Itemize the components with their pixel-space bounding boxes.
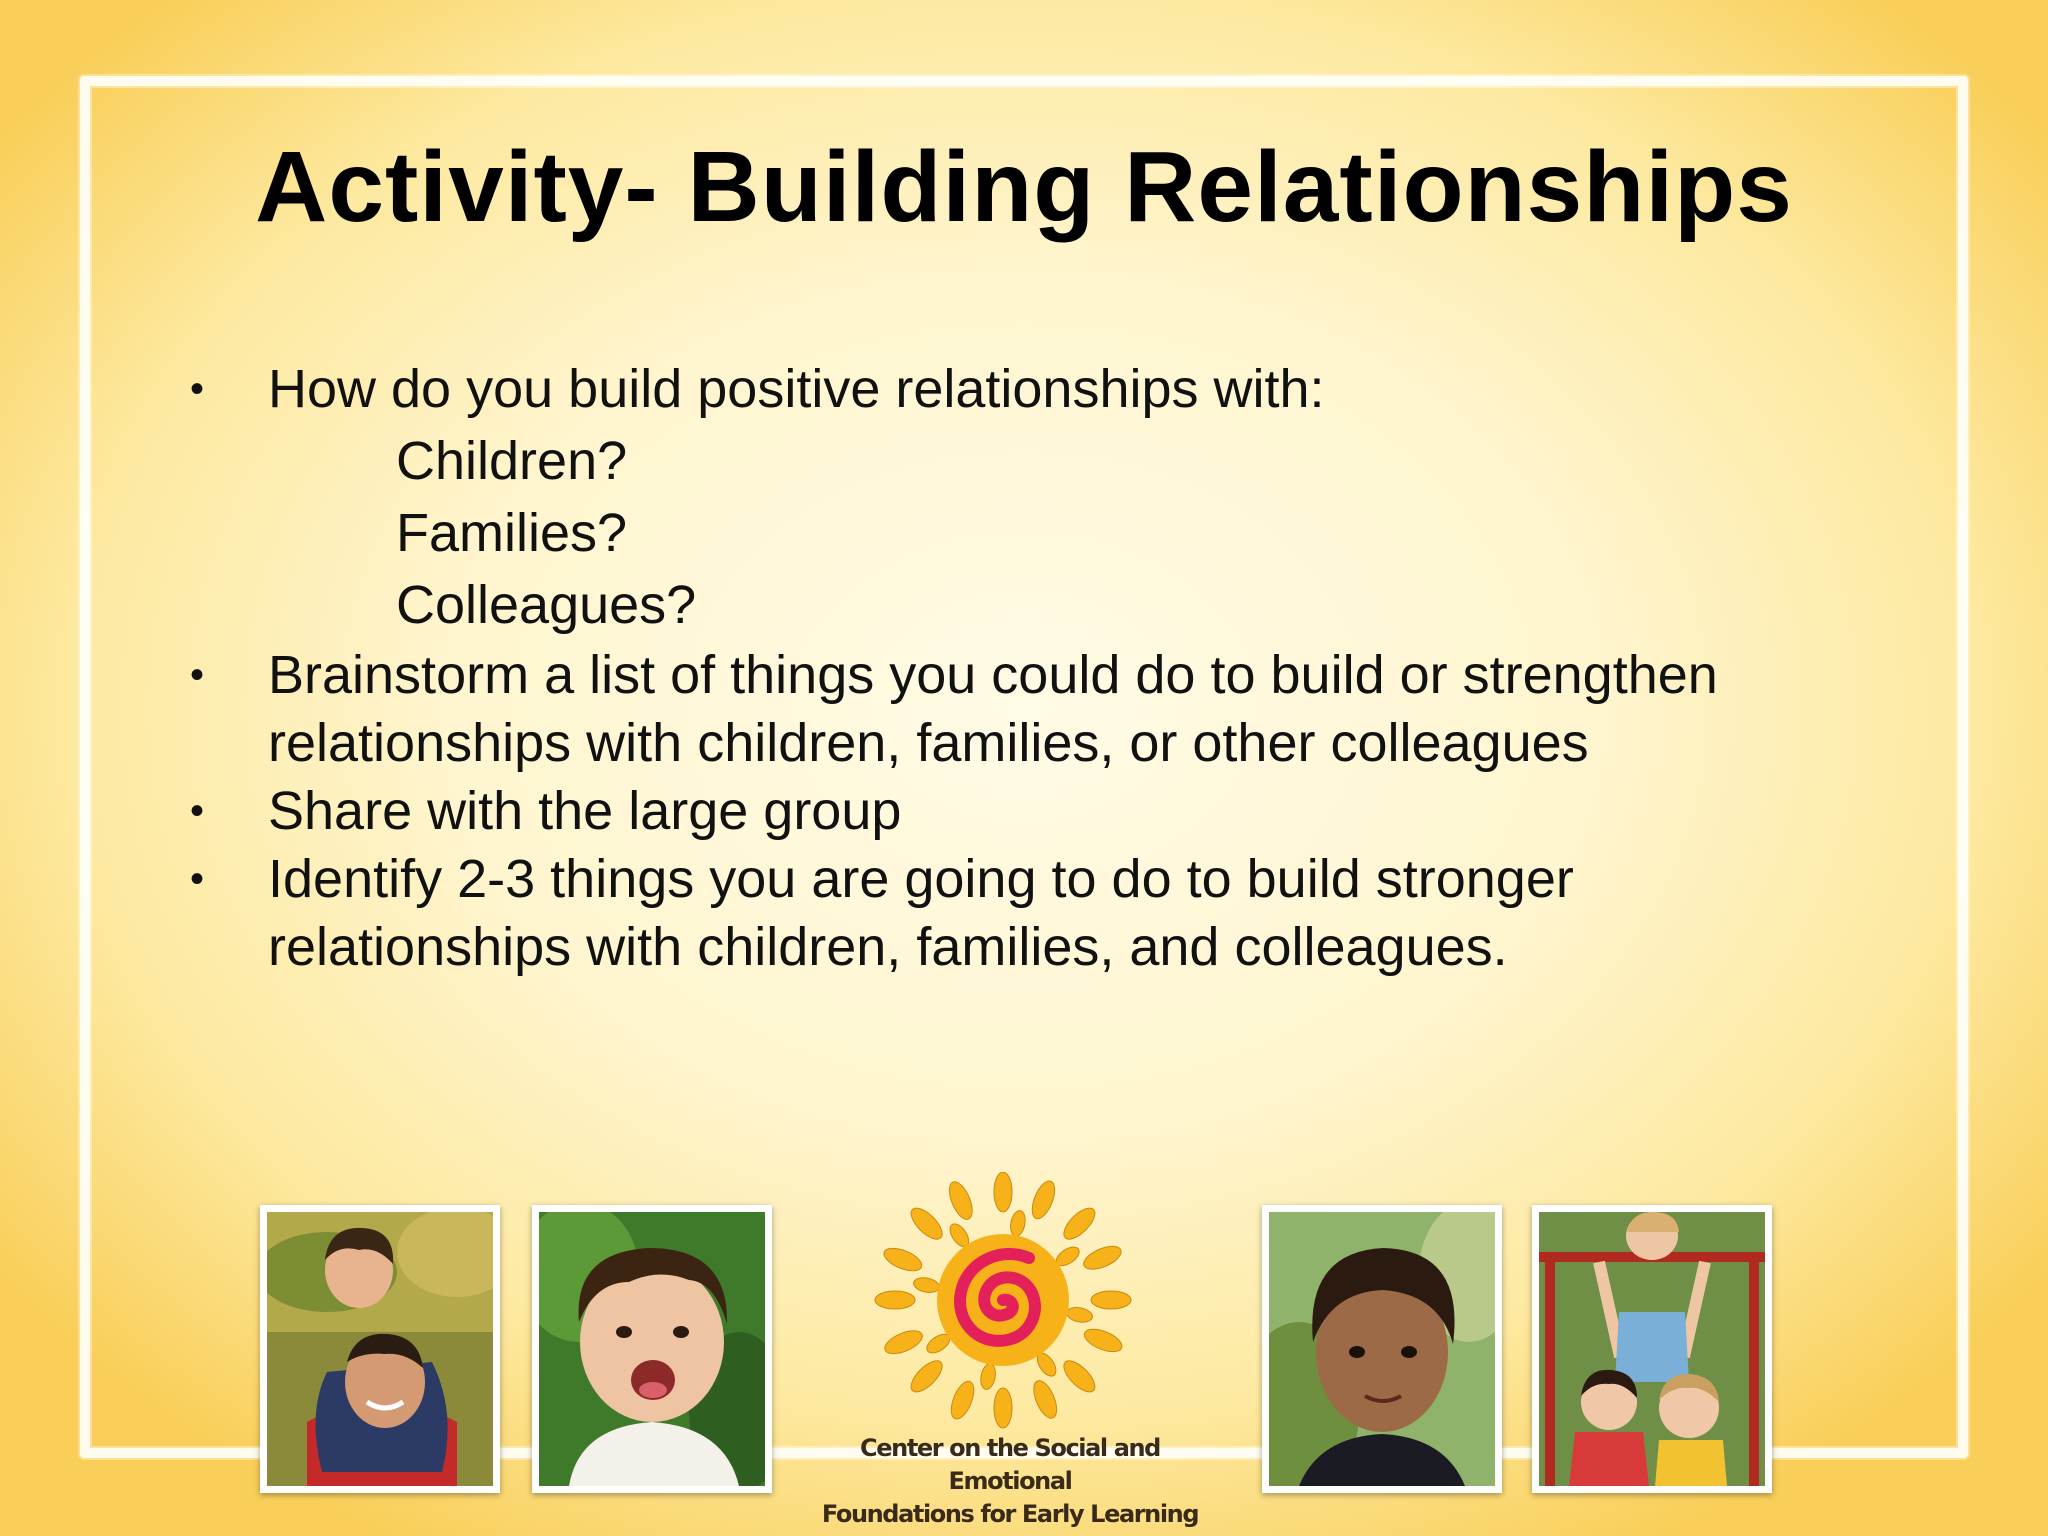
sub-item-colleagues: Colleagues?: [396, 575, 697, 635]
bullet-dot: •: [190, 857, 205, 901]
father-and-child-photo: [260, 1205, 500, 1493]
caption-line-2: Foundations for Early Learning: [821, 1500, 1199, 1528]
bullet-text-line-1: Brainstorm a list of things you could do to build or strengthen: [268, 645, 1718, 705]
bullet-item-1: [190, 355, 1830, 423]
bullet-text-line-2: relationships with children, families, and colleagues.: [268, 917, 1508, 977]
sub-item-children: Children?: [396, 431, 628, 491]
sub-item-families: Families?: [396, 503, 628, 563]
children-on-playground-photo: [1532, 1205, 1772, 1493]
slide-title: Activity- Building Relationships: [255, 131, 1793, 243]
bullet-item-3: [190, 777, 1830, 845]
smiling-girl-image: [1269, 1212, 1495, 1486]
organization-caption: [820, 1432, 1200, 1531]
children-on-playground-image: [1539, 1212, 1765, 1486]
bullet-item-4: [190, 845, 1830, 981]
sun-spiral-logo: [860, 1172, 1150, 1432]
bullet-text: How do you build positive relationships with:: [268, 359, 1325, 419]
caption-line-1: Center on the Social and Emotional: [860, 1434, 1160, 1495]
bullet-item-2: [190, 641, 1830, 777]
bullet-dot: •: [190, 653, 205, 697]
bullet-text-line-2: relationships with children, families, or other colleagues: [268, 713, 1589, 773]
laughing-baby-photo: [532, 1205, 772, 1493]
bullet-list: [190, 355, 1830, 981]
bullet-dot: •: [190, 367, 205, 411]
laughing-baby-image: [539, 1212, 765, 1486]
bullet-text-line-1: Identify 2-3 things you are going to do to build stronger: [268, 849, 1574, 909]
bullet-dot: •: [190, 789, 205, 833]
bullet-text: Share with the large group: [268, 781, 902, 841]
father-and-child-image: [267, 1212, 493, 1486]
smiling-girl-photo: [1262, 1205, 1502, 1493]
